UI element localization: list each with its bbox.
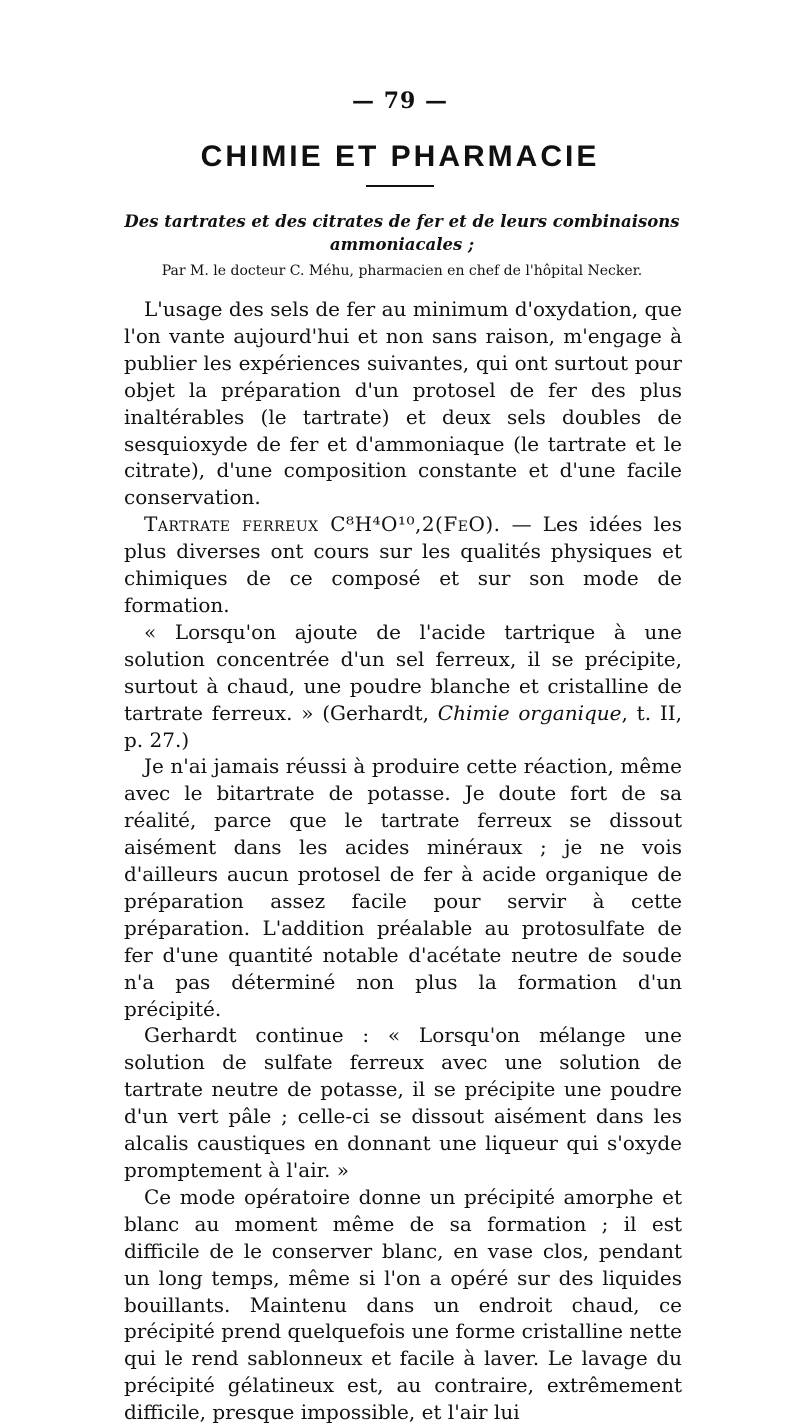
paragraph-2-text: — Les idées les plus diverses ont cours sur les qualités physiques et chimiques de ce composé et sur son mode de formation. bbox=[124, 512, 682, 617]
citation-title: Chimie organique bbox=[437, 700, 622, 725]
article-title: Des tartrates et des citrates de fer et de leurs combinaisons ammoniacales ; bbox=[124, 212, 680, 254]
paragraph-2 bbox=[124, 511, 682, 619]
byline: Par M. le docteur C. Méhu, pharmacien en chef de l'hôpital Necker. bbox=[161, 263, 643, 279]
paragraph-6: Ce mode opératoire donne un précipité amorphe et blanc au moment même de sa formation ; il est difficile de le conserver blanc, en vase clos, pendant un long temps, même si l'on a opéré sur des liquides bouillants. Maintenu dans un endroit chaud, ce précipité prend quelquefois une forme cristalline nette qui le rend sablonneux et facile à laver. Le lavage du précipité gélatineux est, au contraire, extrêmement difficile, presque impossible, et l'air lui bbox=[124, 1184, 682, 1425]
paragraph-3-text: « Lorsqu'on ajoute de l'acide tartrique à une solution concentrée d'un sel ferreux, il se précipite, surtout à chaud, une poudre blanche et cristalline de tartrate ferreux. » (Gerhardt, bbox=[124, 619, 682, 725]
paragraph-3 bbox=[124, 619, 682, 754]
paragraph-4: Je n'ai jamais réussi à produire cette réaction, même avec le bitartrate de potasse. Je doute fort de sa réalité, parce que le tartrate ferreux se dissout aisément dans les acides minéraux ; je ne vois d'ailleurs aucun protosel de fer à acide organique de préparation assez facile pour servir à cette préparation. L'addition préalable au protosulfate de fer d'une quantité notable d'acétate neutre de soude n'a pas déterminé non plus la formation d'un précipité. bbox=[124, 754, 682, 1021]
paragraph-1: L'usage des sels de fer au minimum d'oxydation, que l'on vante aujourd'hui et non sans raison, m'engage à publier les expériences suivantes, qui ont surtout pour objet la préparation d'un protosel de fer des plus inaltérables (le tartrate) et deux sels doubles de sesquioxyde de fer et d'ammoniaque (le tartrate et le citrate), d'une composition constante et d'une facile conservation. bbox=[124, 297, 682, 510]
paragraph-5: Gerhardt continue : « Lorsqu'on mélange une solution de sulfate ferreux avec une solution de tartrate neutre de potasse, il se précipite une poudre d'un vert pâle ; celle-ci se dissout aisément dans les alcalis caustiques en donnant une liqueur qui s'oxyde promptement à l'air. » bbox=[124, 1023, 682, 1182]
tartrate-heading: Tartrate ferreux C⁸H⁴O¹⁰,2(FeO). bbox=[144, 512, 501, 537]
citation-ref: , t. II, p. 27.) bbox=[124, 700, 682, 752]
section-title: CHIMIE ET PHARMACIE bbox=[200, 140, 600, 173]
article-body bbox=[124, 296, 682, 1426]
page-number: — 79 — bbox=[352, 88, 448, 114]
title-rule bbox=[366, 185, 434, 187]
